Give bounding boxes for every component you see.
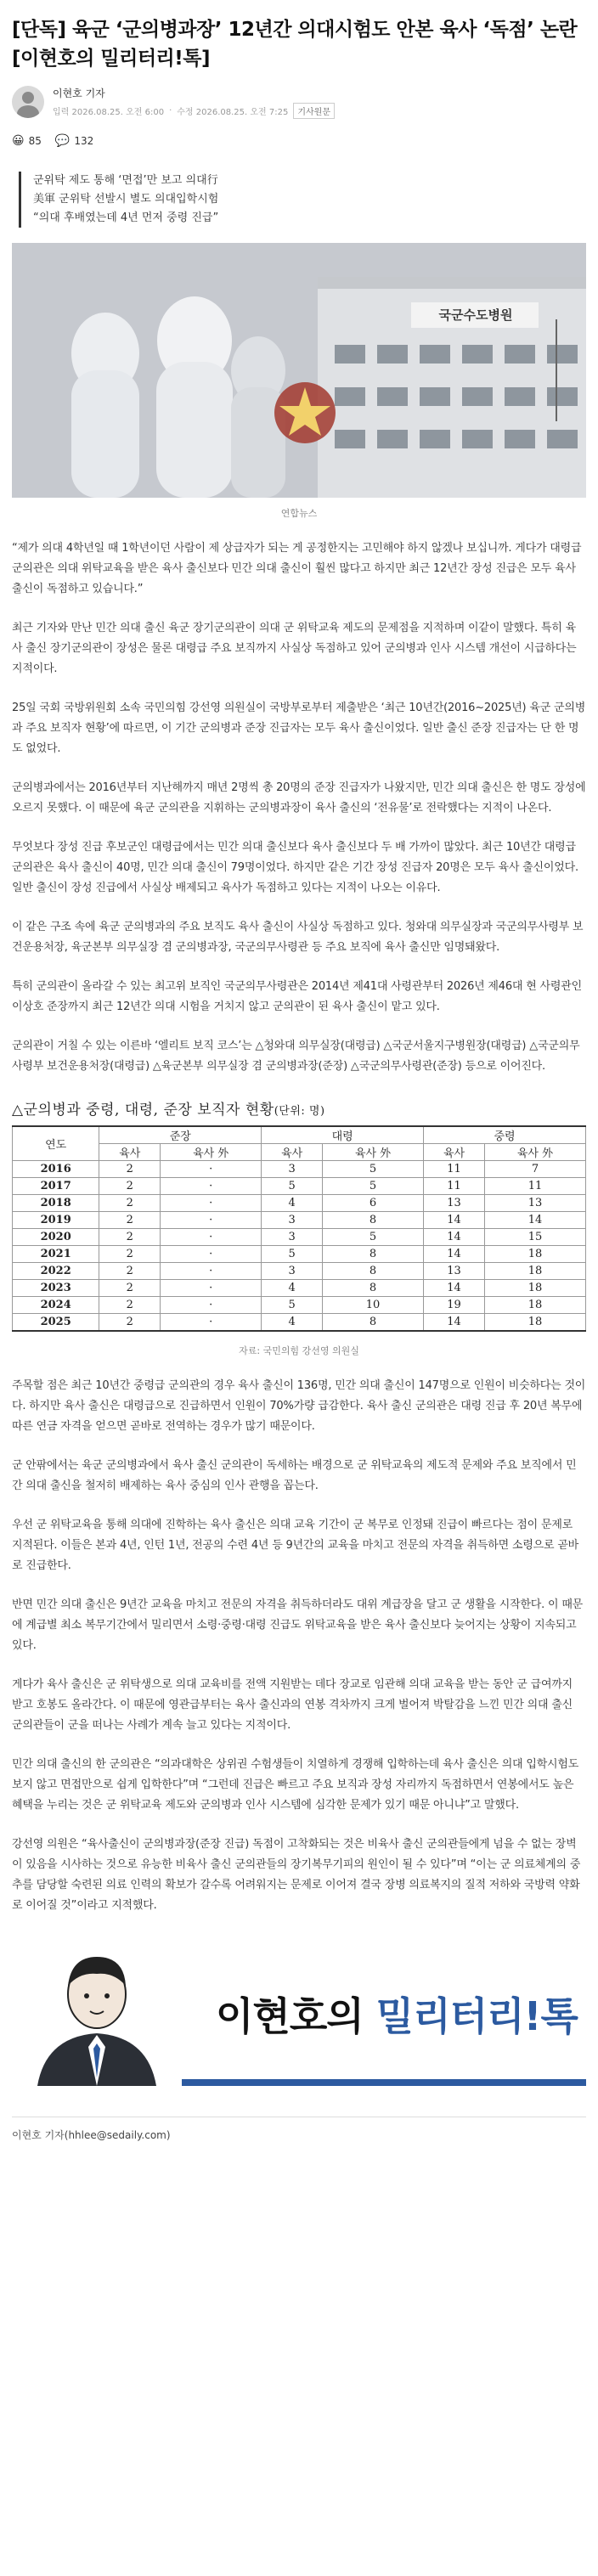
table-cell: 5 — [323, 1178, 424, 1195]
summary-line: 美軍 군위탁 선발시 별도 의대입학시험 — [33, 193, 219, 206]
table-cell: 2 — [99, 1161, 161, 1178]
article-body — [12, 538, 586, 1077]
table-cell: 11 — [484, 1178, 585, 1195]
table-body — [13, 1161, 586, 1331]
table-cell-year: 2021 — [13, 1246, 99, 1263]
table-row — [13, 1178, 586, 1195]
like-emoji-icon: 😀 — [12, 134, 25, 148]
table-cell: 11 — [424, 1161, 485, 1178]
article-paragraph: 강선영 의원은 “육사출신이 군의병과장(준장 진급) 독점이 고착화되는 것은 비육사 출신 군의관들에게 넘을 수 없는 장벽이 있음을 시사하는 것으로 유능한 비육사 출신 군의관들의 장기복무기피의 원인이 될 수 있다”며 “이는 군 의료체계의 중추를 담당할 숙련된 의료 인력의 확보가 갈수록 어려워지는 문제로 이어져 결국 장병 의료복지의 질적 저하와 국방력 약화로 이어질 것”이라고 지적했다. — [12, 1837, 581, 1912]
table-header-group: 대령 — [262, 1126, 424, 1144]
table-cell-year: 2022 — [13, 1263, 99, 1280]
series-title-label: 밀리터리!톡 — [375, 1993, 578, 2039]
article-paragraph: 군 안팎에서는 육군 군의병과에서 육사 출신 군의관이 독세하는 배경으로 군 위탁교육의 제도적 문제와 주요 보직에서 민간 의대 출신을 철저히 배제하는 육사 중심의 인사 관행을 꼽는다. — [12, 1458, 577, 1492]
table-cell: 18 — [484, 1246, 585, 1263]
table-cell: 5 — [262, 1246, 323, 1263]
photo-caption: 연합뉴스 — [280, 508, 318, 519]
table-cell: 8 — [323, 1212, 424, 1229]
table-subheader: 육사 外 — [161, 1144, 262, 1161]
table-cell: 13 — [424, 1263, 485, 1280]
table-row — [13, 1246, 586, 1263]
table-cell: 5 — [262, 1297, 323, 1314]
article-paragraph: 25일 국회 국방위원회 소속 국민의힘 강선영 의원실이 국방부로부터 제출받은 ‘최근 10년간(2016~2025년) 육군 군의병과 주요 보직자 현황’에 따르면, 이 기간 군의병과 준장 진급자는 모두 육사 출신이었다. 일반 출신 준장 진급자는 단 한 명도 없었다. — [12, 702, 586, 755]
article-dates — [53, 103, 335, 119]
table-header-group: 준장 — [99, 1126, 262, 1144]
table-cell: 14 — [424, 1212, 485, 1229]
table-cell: 7 — [484, 1161, 585, 1178]
article-photo[interactable] — [12, 243, 586, 498]
table-cell: · — [161, 1161, 262, 1178]
table-row — [13, 1229, 586, 1246]
series-title-name: 이현호의 — [216, 1993, 364, 2039]
table-cell: 13 — [424, 1195, 485, 1212]
table-title — [12, 1097, 586, 1119]
published-date: 입력 2026.08.25. 오전 6:00 — [53, 107, 165, 117]
byline-info — [53, 86, 335, 119]
reporter-footer: 이현호 기자(hhlee@sedaily.com) — [12, 2117, 586, 2142]
like-count: 85 — [28, 135, 42, 147]
table-row — [13, 1297, 586, 1314]
article-summary — [19, 172, 586, 228]
table-subheader: 육사 外 — [323, 1144, 424, 1161]
table-source: 자료: 국민의힘 강선영 의원실 — [239, 1344, 359, 1356]
table-cell: · — [161, 1178, 262, 1195]
table-cell: 3 — [262, 1229, 323, 1246]
table-cell: 4 — [262, 1195, 323, 1212]
table-cell: 8 — [323, 1280, 424, 1297]
table-cell: 8 — [323, 1263, 424, 1280]
table-cell: · — [161, 1195, 262, 1212]
table-cell: 2 — [99, 1314, 161, 1331]
table-cell: · — [161, 1280, 262, 1297]
table-cell-year: 2016 — [13, 1161, 99, 1178]
table-row — [13, 1161, 586, 1178]
table-cell: 19 — [424, 1297, 485, 1314]
reporter-illustration — [12, 1942, 182, 2086]
stats-table — [12, 1125, 586, 1332]
table-cell: 2 — [99, 1280, 161, 1297]
article-paragraph: 최근 기자와 만난 민간 의대 출신 육군 장기군의관이 의대 군 위탁교육 제도의 문제점을 지적하며 이같이 말했다. 특히 육사 출신 장기군의관이 장성은 물론 대령급 주요 보직까지 사실상 독점하고 있어 군의병과 인사 시스템 개선이 시급하다는 지적이다. — [12, 622, 577, 675]
table-cell: 15 — [484, 1229, 585, 1246]
article-paragraph: 무엇보다 장성 진급 후보군인 대령급에서는 민간 의대 출신보다 육사 출신보다 두 배 가까이 많았다. 최근 10년간 대령급 군의관은 육사 출신이 40명, 민간 의대 출신이 79명이었다. 하지만 같은 기간 장성 진급자 20명은 모두 육사 출신이었다. 일반 출신이 장성 진급에서 사실상 배제되고 육사가 독점하고 있다는 지적이 나오는 이유다. — [12, 841, 578, 894]
hospital-scene-illustration — [12, 243, 586, 498]
table-cell: · — [161, 1263, 262, 1280]
table-cell: 2 — [99, 1297, 161, 1314]
table-cell: 4 — [262, 1280, 323, 1297]
table-cell: 2 — [99, 1263, 161, 1280]
table-cell: 4 — [262, 1314, 323, 1331]
banner-stripe — [182, 2079, 586, 2086]
table-subheader: 육사 — [99, 1144, 161, 1161]
reporter-avatar[interactable] — [12, 86, 44, 118]
comment-count: 132 — [74, 135, 94, 147]
table-cell: 3 — [262, 1263, 323, 1280]
table-title-text: △군의병과 중령, 대령, 준장 보직자 현황 — [12, 1102, 274, 1119]
table-cell: 8 — [323, 1246, 424, 1263]
table-cell: · — [161, 1246, 262, 1263]
table-cell: · — [161, 1212, 262, 1229]
date-separator: · — [169, 105, 172, 116]
article-paragraph: 군의관이 거칠 수 있는 이른바 ‘엘리트 보직 코스’는 △청와대 의무실장(대령급) △국군서울지구병원장(대령급) △국군의무사령부 보건운용처장(대령급) △육군본부 의무실장 겸 군의병과장(준장) △국군의무사령관(준장) 등으로 이어진다. — [12, 1040, 580, 1073]
comment-button[interactable] — [55, 134, 93, 148]
article-paragraph: 특히 군의관이 올라갈 수 있는 최고위 보직인 국군의무사령관은 2014년 제41대 사령관부터 2026년 제46대 현 사령관인 이상호 준장까지 최근 12년간 의대 시험을 거치지 않고 군의관이 된 육사 출신이 맡고 있다. — [12, 980, 582, 1013]
reactions-bar — [12, 132, 586, 149]
table-unit: (단위: 명) — [274, 1105, 325, 1118]
table-subheader: 육사 外 — [484, 1144, 585, 1161]
table-cell: · — [161, 1297, 262, 1314]
article-paragraph: “제가 의대 4학년일 때 1학년이던 사람이 제 상급자가 되는 게 공정한지는 고민해야 하지 않겠나 보십니까. 게다가 대령급 군의관은 의대 위탁교육을 받은 육사 출신보다 민간 의대 출신이 훨씬 많다고 하지만 최근 12년간 장성 진급은 모두 육사 출신이 독점하고 있습니다.” — [12, 542, 582, 595]
table-cell: 5 — [323, 1229, 424, 1246]
comment-icon: 💬 — [54, 134, 71, 148]
table-row — [13, 1280, 586, 1297]
table-cell: 5 — [323, 1161, 424, 1178]
table-cell: 14 — [424, 1246, 485, 1263]
table-cell: 18 — [484, 1280, 585, 1297]
hospital-sign: 국군수도병원 — [438, 307, 513, 323]
series-banner[interactable] — [12, 1942, 586, 2086]
table-cell: 3 — [262, 1212, 323, 1229]
summary-line: 군위탁 제도 통해 ‘면접’만 보고 의대行 — [33, 174, 218, 187]
reporter-name[interactable]: 이현호 기자 — [53, 87, 105, 99]
byline — [12, 85, 586, 119]
table-cell: 14 — [424, 1229, 485, 1246]
table-subheader: 육사 — [262, 1144, 323, 1161]
table-cell: 18 — [484, 1297, 585, 1314]
table-header-year: 연도 — [13, 1126, 99, 1161]
table-cell-year: 2019 — [13, 1212, 99, 1229]
table-cell-year: 2025 — [13, 1314, 99, 1331]
summary-line: “의대 후배였는데 4년 먼저 중령 진급” — [33, 211, 219, 224]
table-cell: 10 — [323, 1297, 424, 1314]
article-paragraph: 우선 군 위탁교육을 통해 의대에 진학하는 육사 출신은 의대 교육 기간이 군 복무로 인정돼 진급이 빠르다는 점이 문제로 지적된다. 이들은 본과 4년, 인턴 1년, 전공의 수련 4년 등 9년간의 교육을 마치고 전문의 자격을 취득하면 소령으로 곧바로 진급한다. — [12, 1518, 579, 1572]
table-row — [13, 1212, 586, 1229]
table-row — [13, 1263, 586, 1280]
table-cell: 2 — [99, 1178, 161, 1195]
table-cell-year: 2020 — [13, 1229, 99, 1246]
table-cell: 14 — [484, 1212, 585, 1229]
article-paragraph: 반면 민간 의대 출신은 9년간 교육을 마치고 전문의 자격을 취득하더라도 대위 계급장을 달고 군 생활을 시작한다. 이 때문에 계급별 최소 복무기간에서 밀리면서 소령·중령·대령 진급도 위탁교육을 받은 육사 출신보다 늦어지는 상황이 지속되고 있다. — [12, 1598, 584, 1652]
article-body-continued — [12, 1376, 586, 1916]
table-cell: 11 — [424, 1178, 485, 1195]
article-paragraph: 게다가 육사 출신은 군 위탁생으로 의대 교육비를 전액 지원받는 데다 장교로 임관해 의대 교육을 받는 동안 군 급여까지 받고 호봉도 올라간다. 이 때문에 영관급부터는 육사 출신과의 연봉 격차까지 크게 벌어져 박탈감을 느낀 민간 의대 출신 군의관들이 군을 떠나는 사례가 계속 늘고 있다는 지적이다. — [12, 1677, 573, 1732]
original-article-link[interactable]: 기사원문 — [293, 103, 335, 119]
table-header-group: 중령 — [424, 1126, 586, 1144]
table-cell: 14 — [424, 1280, 485, 1297]
table-cell: 3 — [262, 1161, 323, 1178]
table-cell-year: 2024 — [13, 1297, 99, 1314]
article-paragraph: 군의병과에서는 2016년부터 지난해까지 매년 2명씩 총 20명의 준장 진급자가 나왔지만, 민간 의대 출신은 한 명도 장성에 오르지 못했다. 이 때문에 육군 군의관을 지휘하는 군의병과장이 육사 출신의 ‘전유물’로 전락했다는 지적이 나온다. — [12, 781, 586, 815]
table-cell: 2 — [99, 1229, 161, 1246]
article-paragraph: 주목할 점은 최근 10년간 중령급 군의관의 경우 육사 출신이 136명, 민간 의대 출신이 147명으로 인원이 비슷하다는 것이다. 하지만 육사 출신은 대령급으로 진급하면서 인원이 70%가량 급감한다. 육사 출신 군의관은 대령 진급 후 20년 복무에 따른 연금 자격을 얻으면 곧바로 전역하는 경우가 많기 때문이다. — [12, 1378, 586, 1433]
table-cell-year: 2023 — [13, 1280, 99, 1297]
table-cell-year: 2018 — [13, 1195, 99, 1212]
table-cell: · — [161, 1314, 262, 1331]
table-cell-year: 2017 — [13, 1178, 99, 1195]
table-cell: 5 — [262, 1178, 323, 1195]
article-headline: [단독] 육군 ‘군의병과장’ 12년간 의대시험도 안본 육사 ‘독점’ 논란[이현호의 밀리터리!톡] — [12, 19, 578, 70]
article-paragraph: 민간 의대 출신의 한 군의관은 “의과대학은 상위권 수험생들이 치열하게 경쟁해 입학하는데 육사 출신은 의대 입학시험도 보지 않고 면접만으로 쉽게 입학한다”며 “그런데 진급은 빠르고 주요 보직과 장성 자리까지 독점하면서 연봉에서도 높은 혜택을 누리는 것은 군 위탁교육 제도와 군의병과 인사 시스템에 심각한 문제가 있기 때문 아니냐”고 말했다. — [12, 1757, 579, 1812]
table-cell: 18 — [484, 1314, 585, 1331]
table-subheader: 육사 — [424, 1144, 485, 1161]
table-cell: 2 — [99, 1212, 161, 1229]
table-cell: 2 — [99, 1246, 161, 1263]
table-cell: 6 — [323, 1195, 424, 1212]
stats-table-block — [12, 1097, 586, 1357]
table-row — [13, 1195, 586, 1212]
table-row — [13, 1314, 586, 1331]
article-paragraph: 이 같은 구조 속에 육군 군의병과의 주요 보직도 육사 출신이 사실상 독점하고 있다. 청와대 의무실장과 국군의무사령부 보건운용처장, 육군본부 의무실장 겸 군의병과장, 국군의무사령관 등 주요 보직에 육사 출신만 임명돼왔다. — [12, 921, 584, 954]
like-button[interactable] — [12, 134, 42, 148]
table-cell: 14 — [424, 1314, 485, 1331]
table-cell: 18 — [484, 1263, 585, 1280]
table-cell: 13 — [484, 1195, 585, 1212]
modified-date: 수정 2026.08.25. 오전 7:25 — [177, 107, 289, 117]
table-cell: 2 — [99, 1195, 161, 1212]
table-cell: 8 — [323, 1314, 424, 1331]
series-title — [216, 1986, 578, 2042]
table-cell: · — [161, 1229, 262, 1246]
